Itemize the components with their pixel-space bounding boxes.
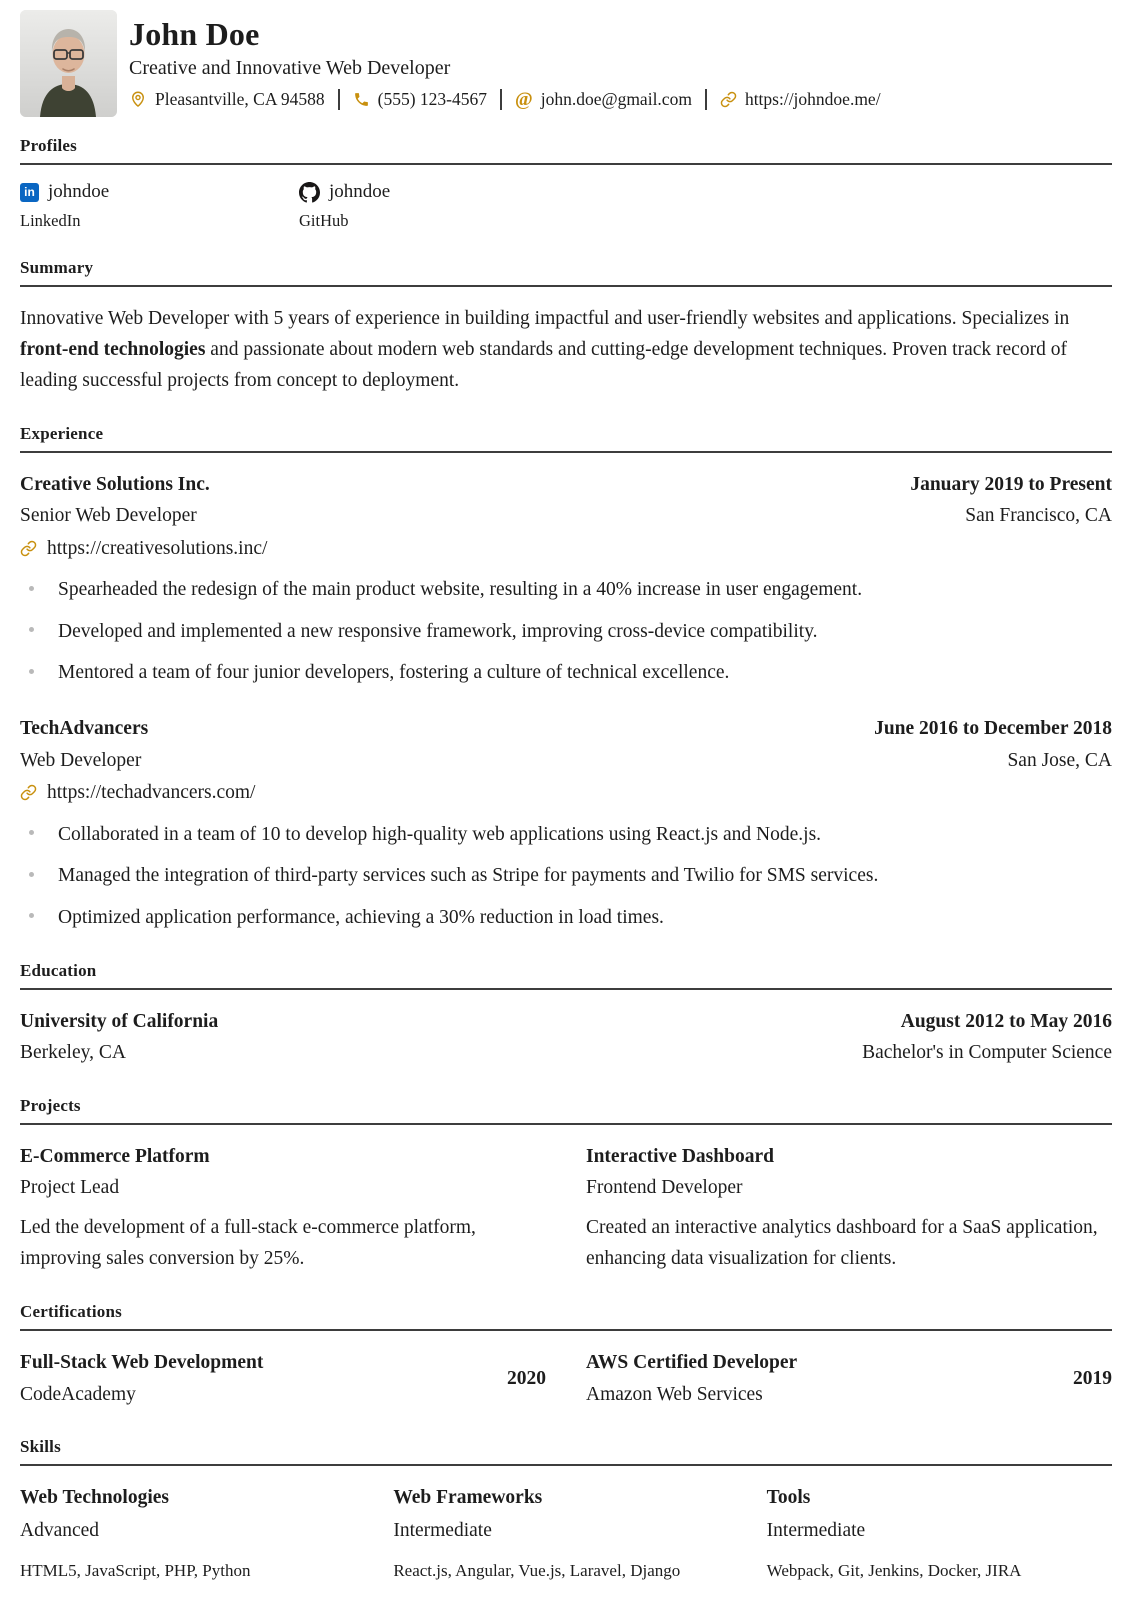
section-summary xyxy=(20,258,1112,397)
company-name: Creative Solutions Inc. xyxy=(20,473,210,495)
education-item xyxy=(20,1006,1112,1069)
section-heading-skills: Skills xyxy=(20,1437,1112,1466)
date-range: August 2012 to May 2016 xyxy=(900,1010,1112,1032)
certification-title: AWS Certified Developer xyxy=(586,1351,798,1373)
section-heading-profiles: Profiles xyxy=(20,136,1112,165)
project-role: Frontend Developer xyxy=(586,1177,743,1199)
company-url[interactable]: https://techadvancers.com/ xyxy=(47,782,256,804)
section-certifications xyxy=(20,1302,1112,1410)
experience-item xyxy=(20,713,1112,933)
profile-item-github xyxy=(299,181,554,231)
profile-network-label: LinkedIn xyxy=(20,211,81,230)
contact-divider xyxy=(705,89,707,110)
contact-divider xyxy=(500,89,502,110)
phone-text[interactable]: (555) 123-4567 xyxy=(377,88,488,109)
experience-bullets xyxy=(20,819,1112,934)
certifications-grid xyxy=(20,1347,1112,1410)
header-text xyxy=(129,10,881,110)
phone-icon xyxy=(353,91,370,108)
project-description: Created an interactive analytics dashboard for a SaaS application, enhancing data visualization for clients. xyxy=(586,1216,1098,1270)
section-profiles xyxy=(20,136,1112,231)
certification-issuer: CodeAcademy xyxy=(20,1383,136,1405)
position-title: Senior Web Developer xyxy=(20,505,197,527)
contact-row xyxy=(129,89,881,110)
profile-network-label: GitHub xyxy=(299,211,349,230)
experience-item xyxy=(20,469,1112,689)
link-icon xyxy=(20,784,37,801)
skill-level: Intermediate xyxy=(766,1520,866,1542)
company-url[interactable]: https://creativesolutions.inc/ xyxy=(47,537,268,559)
email-text[interactable]: john.doe@gmail.com xyxy=(540,88,692,109)
skill-item xyxy=(767,1482,1112,1584)
section-heading-summary: Summary xyxy=(20,258,1112,287)
section-projects xyxy=(20,1096,1112,1275)
experience-bullets xyxy=(20,574,1112,689)
contact-location xyxy=(129,89,325,110)
summary-text-before: Innovative Web Developer with 5 years of experience in building impactful and user-friendly websites and applications. Specializes in xyxy=(20,308,1070,329)
contact-email xyxy=(515,89,692,110)
section-heading-projects: Projects xyxy=(20,1096,1112,1125)
linkedin-icon: in xyxy=(20,183,39,202)
profile-photo xyxy=(20,10,117,117)
project-name: E-Commerce Platform xyxy=(20,1145,210,1167)
certification-year: 2019 xyxy=(1073,1367,1112,1389)
skill-name: Web Technologies xyxy=(20,1487,169,1509)
bullet-item: Developed and implemented a new responsive framework, improving cross-device compatibility. xyxy=(20,616,1112,648)
skill-item xyxy=(20,1482,365,1584)
degree: Bachelor's in Computer Science xyxy=(862,1042,1112,1064)
skills-grid xyxy=(20,1482,1112,1584)
skill-level: Intermediate xyxy=(393,1520,492,1542)
project-name: Interactive Dashboard xyxy=(586,1145,774,1167)
skill-keywords: Webpack, Git, Jenkins, Docker, JIRA xyxy=(766,1560,1022,1580)
certification-year: 2020 xyxy=(507,1367,546,1389)
website-text[interactable]: https://johndoe.me/ xyxy=(744,88,881,109)
summary-text-bold: front-end technologies xyxy=(20,339,206,361)
skill-keywords: HTML5, JavaScript, PHP, Python xyxy=(20,1560,251,1580)
section-heading-certifications: Certifications xyxy=(20,1302,1112,1331)
profiles-grid xyxy=(20,181,1112,231)
position-title: Web Developer xyxy=(20,749,142,771)
contact-divider xyxy=(338,89,340,110)
summary-paragraph xyxy=(20,303,1112,397)
portrait-photo-graphic xyxy=(20,10,117,117)
section-education xyxy=(20,961,1112,1069)
skill-level: Advanced xyxy=(20,1520,100,1542)
profile-item-linkedin xyxy=(20,181,275,231)
map-pin-icon xyxy=(129,90,147,108)
skill-keywords: React.js, Angular, Vue.js, Laravel, Django xyxy=(393,1560,681,1580)
link-icon xyxy=(20,540,37,557)
contact-phone xyxy=(353,89,487,110)
company-location: San Francisco, CA xyxy=(965,505,1112,527)
project-item xyxy=(20,1141,546,1275)
institution-location: Berkeley, CA xyxy=(20,1042,126,1064)
summary-text-after: and passionate about modern web standards and cutting-edge development techniques. Proven track record of leading successful projects from concept to deployment. xyxy=(20,339,1067,392)
bullet-item: Optimized application performance, achieving a 30% reduction in load times. xyxy=(20,902,1112,934)
certification-item xyxy=(20,1347,546,1410)
person-headline: Creative and Innovative Web Developer xyxy=(129,56,451,79)
institution-name: University of California xyxy=(20,1010,219,1032)
projects-grid xyxy=(20,1141,1112,1275)
skill-name: Tools xyxy=(766,1487,811,1509)
link-icon xyxy=(720,91,737,108)
section-skills xyxy=(20,1437,1112,1584)
section-heading-experience: Experience xyxy=(20,424,1112,453)
profile-username[interactable]: johndoe xyxy=(329,181,391,202)
skill-item xyxy=(393,1482,738,1584)
at-sign-icon: @ xyxy=(515,88,533,110)
project-role: Project Lead xyxy=(20,1177,120,1199)
project-description: Led the development of a full-stack e-commerce platform, improving sales conversion by 25%. xyxy=(20,1216,476,1270)
project-item xyxy=(586,1141,1112,1275)
certification-title: Full-Stack Web Development xyxy=(20,1351,264,1373)
bullet-item: Collaborated in a team of 10 to develop high-quality web applications using React.js and Node.js. xyxy=(20,819,1112,851)
company-name: TechAdvancers xyxy=(20,718,149,740)
section-experience xyxy=(20,424,1112,934)
bullet-item: Spearheaded the redesign of the main product website, resulting in a 40% increase in user engagement. xyxy=(20,574,1112,606)
certification-item xyxy=(586,1347,1112,1410)
date-range: June 2016 to December 2018 xyxy=(874,718,1112,740)
person-name: John Doe xyxy=(129,16,260,52)
header xyxy=(20,10,1112,117)
skill-name: Web Frameworks xyxy=(393,1487,543,1509)
location-text: Pleasantville, CA 94588 xyxy=(155,88,325,109)
bullet-item: Mentored a team of four junior developers, fostering a culture of technical excellence. xyxy=(20,657,1112,689)
company-location: San Jose, CA xyxy=(1007,749,1112,771)
contact-website xyxy=(720,89,881,110)
github-icon xyxy=(299,182,320,203)
date-range: January 2019 to Present xyxy=(910,473,1112,495)
section-heading-education: Education xyxy=(20,961,1112,990)
bullet-item: Managed the integration of third-party services such as Stripe for payments and Twilio for SMS services. xyxy=(20,860,1112,892)
profile-username[interactable]: johndoe xyxy=(48,181,110,202)
certification-issuer: Amazon Web Services xyxy=(586,1383,763,1405)
